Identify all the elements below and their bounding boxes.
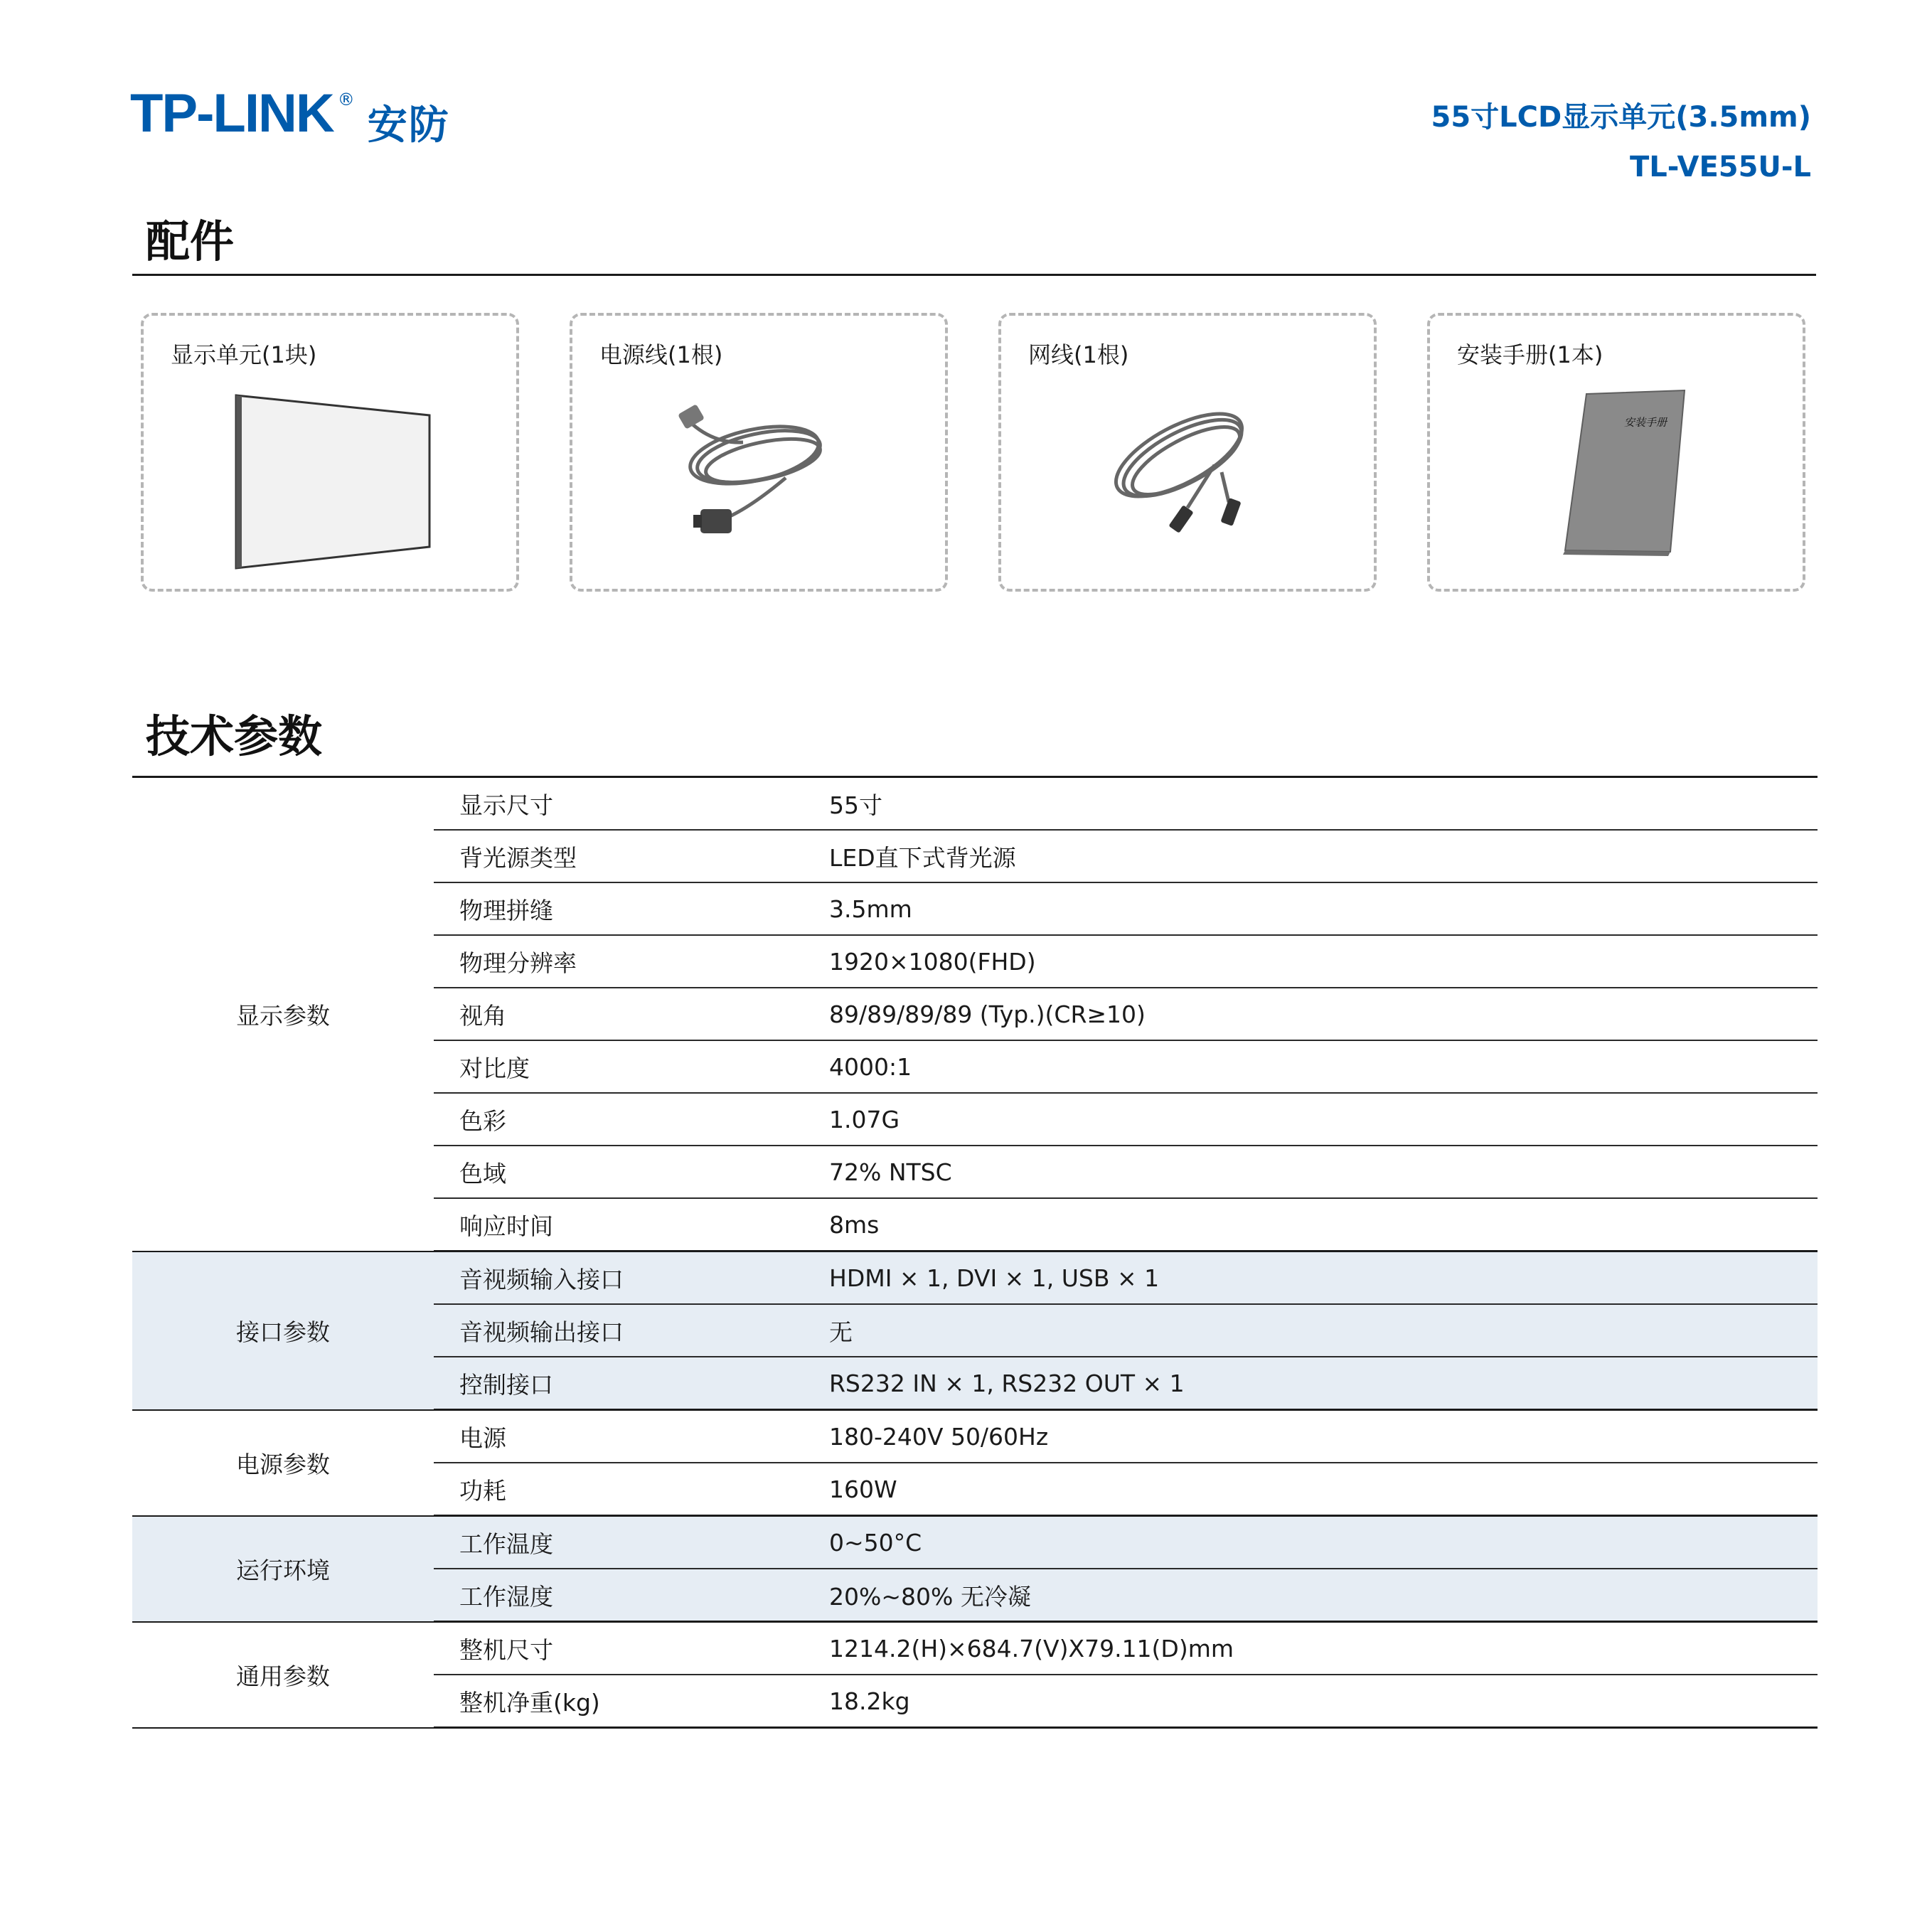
spec-label: 响应时间 (434, 1198, 829, 1251)
spec-label: 工作湿度 (434, 1569, 829, 1622)
spec-value: 18.2kg (829, 1675, 1818, 1728)
logo-security-text: 安防 (367, 102, 450, 149)
spec-label: 工作温度 (434, 1516, 829, 1569)
spec-value: 0~50°C (829, 1516, 1818, 1569)
spec-label: 对比度 (434, 1040, 829, 1093)
spec-group-name: 运行环境 (132, 1516, 434, 1622)
spec-label: 音视频输入接口 (434, 1251, 829, 1305)
manual-book-icon (1430, 316, 1808, 594)
spec-value: HDMI × 1, DVI × 1, USB × 1 (829, 1251, 1818, 1305)
accessory-card-display (141, 313, 519, 592)
manual-book-text: 安装手册 (1624, 416, 1667, 429)
table-row (132, 1516, 1818, 1569)
spec-table (132, 776, 1818, 1729)
spec-value: 20%~80% 无冷凝 (829, 1569, 1818, 1622)
product-name: 55寸LCD显示单元(3.5mm) (1431, 101, 1811, 134)
table-row (132, 1251, 1818, 1305)
spec-label: 视角 (434, 988, 829, 1040)
spec-group-name: 电源参数 (132, 1410, 434, 1516)
spec-label: 整机尺寸 (434, 1622, 829, 1675)
spec-value: 72% NTSC (829, 1146, 1818, 1198)
table-row (132, 1410, 1818, 1463)
spec-value: 无 (829, 1304, 1818, 1357)
accessory-label: 安装手册(1本) (1457, 341, 1603, 368)
spec-label: 物理拼缝 (434, 882, 829, 935)
spec-label: 电源 (434, 1410, 829, 1463)
display-panel-icon (144, 316, 522, 594)
logo-text: TP-LINK (130, 83, 333, 144)
specs-title: 技术参数 (146, 710, 323, 762)
spec-value: 3.5mm (829, 882, 1818, 935)
accessory-card-power-cord (570, 313, 948, 592)
spec-value: 89/89/89/89 (Typ.)(CR≥10) (829, 988, 1818, 1040)
product-model: TL-VE55U-L (1630, 151, 1811, 183)
spec-group-name: 接口参数 (132, 1251, 434, 1410)
table-row (132, 777, 1818, 831)
spec-label: 整机净重(kg) (434, 1675, 829, 1728)
power-cord-icon (572, 316, 951, 594)
spec-value: 4000:1 (829, 1040, 1818, 1093)
accessory-card-network-cable (998, 313, 1377, 592)
accessories-divider (132, 274, 1816, 276)
accessory-card-manual (1427, 313, 1805, 592)
spec-group-name: 通用参数 (132, 1622, 434, 1728)
spec-label: 色彩 (434, 1093, 829, 1146)
spec-value: RS232 IN × 1, RS232 OUT × 1 (829, 1357, 1818, 1410)
logo-registered-mark: ® (337, 90, 355, 110)
spec-label: 背光源类型 (434, 830, 829, 882)
spec-group-name: 显示参数 (132, 777, 434, 1251)
spec-label: 色域 (434, 1146, 829, 1198)
spec-value: 1214.2(H)×684.7(V)X79.11(D)mm (829, 1622, 1818, 1675)
accessory-label: 电源线(1根) (599, 341, 723, 368)
spec-value: 1920×1080(FHD) (829, 935, 1818, 988)
accessory-label: 显示单元(1块) (171, 341, 317, 368)
network-cable-icon (1001, 316, 1379, 594)
accessories-title: 配件 (146, 215, 235, 267)
product-title (1431, 92, 1812, 192)
spec-label: 控制接口 (434, 1357, 829, 1410)
spec-value: LED直下式背光源 (829, 830, 1818, 882)
spec-label: 音视频输出接口 (434, 1304, 829, 1357)
table-row (132, 1622, 1818, 1675)
accessory-label: 网线(1根) (1028, 341, 1129, 368)
spec-label: 显示尺寸 (434, 777, 829, 831)
spec-label: 物理分辨率 (434, 935, 829, 988)
spec-value: 180-240V 50/60Hz (829, 1410, 1818, 1463)
spec-label: 功耗 (434, 1463, 829, 1516)
brand-logo (130, 83, 450, 151)
spec-value: 1.07G (829, 1093, 1818, 1146)
spec-value: 8ms (829, 1198, 1818, 1251)
spec-value: 55寸 (829, 777, 1818, 831)
spec-value: 160W (829, 1463, 1818, 1516)
